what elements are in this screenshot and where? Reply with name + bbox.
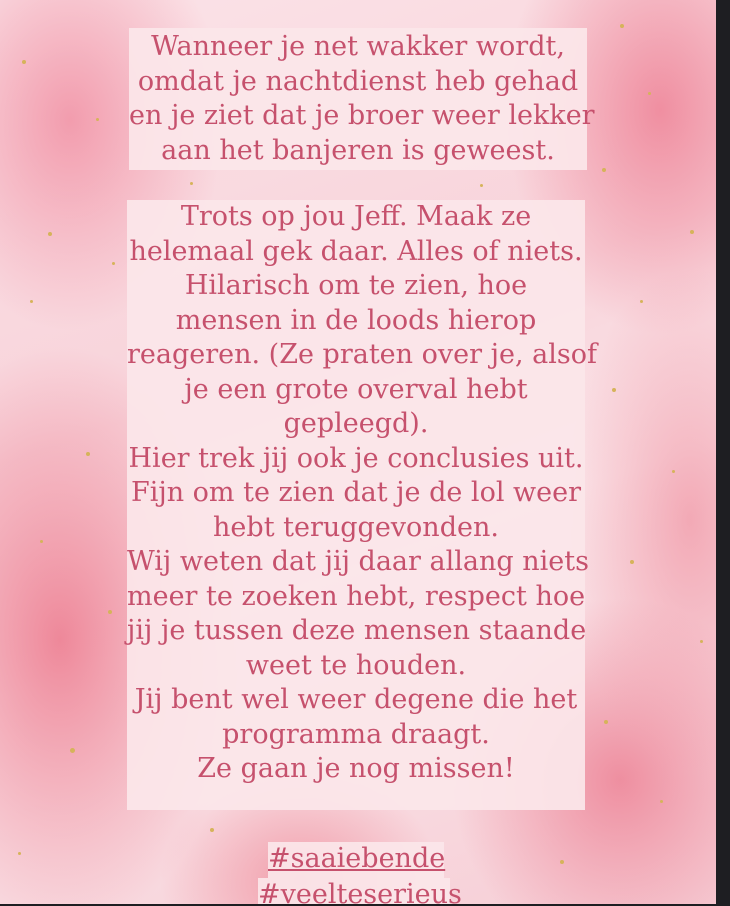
- message-line: hebt teruggevonden.: [213, 511, 499, 543]
- message-line: Hilarisch om te zien, hoe: [184, 270, 528, 301]
- message-line: Wij weten dat jij daar allang niets: [127, 546, 589, 577]
- message-line: Hier trek jij ook je conclusies uit.: [128, 442, 584, 474]
- hashtag-link[interactable]: #saaiebende: [268, 842, 444, 878]
- message-line: reageren. (Ze praten over je, alsof: [127, 339, 597, 370]
- message-line: Fijn om te zien dat je de lol weer: [130, 477, 582, 508]
- intro-line: aan het banjeren is geweest.: [161, 134, 555, 166]
- intro-line: Wanneer je net wakker wordt,: [151, 31, 565, 62]
- intro-line: en je ziet dat je broer weer lekker: [129, 100, 595, 131]
- message-line: Trots op jou Jeff. Maak ze: [180, 201, 532, 232]
- frame-edge: [716, 0, 730, 906]
- hashtag-link[interactable]: #veelteserieus: [258, 878, 450, 904]
- message-line: Ze gaan je nog missen!: [197, 753, 515, 784]
- message-line: Jij bent wel weer degene die het: [134, 684, 578, 715]
- message-line: helemaal gek daar. Alles of niets.: [129, 235, 583, 267]
- message-line: programma draagt.: [222, 718, 490, 750]
- message-line: je een grote overval hebt: [184, 373, 528, 405]
- intro-text-box: [129, 28, 595, 170]
- message-line: mensen in de loods hierop: [175, 304, 537, 336]
- message-line: meer te zoeken hebt, respect hoe: [127, 580, 586, 612]
- intro-line: omdat je nachtdienst heb gehad: [137, 65, 579, 97]
- message-line: jij je tussen deze mensen staande: [127, 615, 587, 646]
- message-text-box: [127, 200, 597, 810]
- message-line: weet te houden.: [245, 649, 467, 681]
- message-line: gepleegd).: [283, 408, 429, 439]
